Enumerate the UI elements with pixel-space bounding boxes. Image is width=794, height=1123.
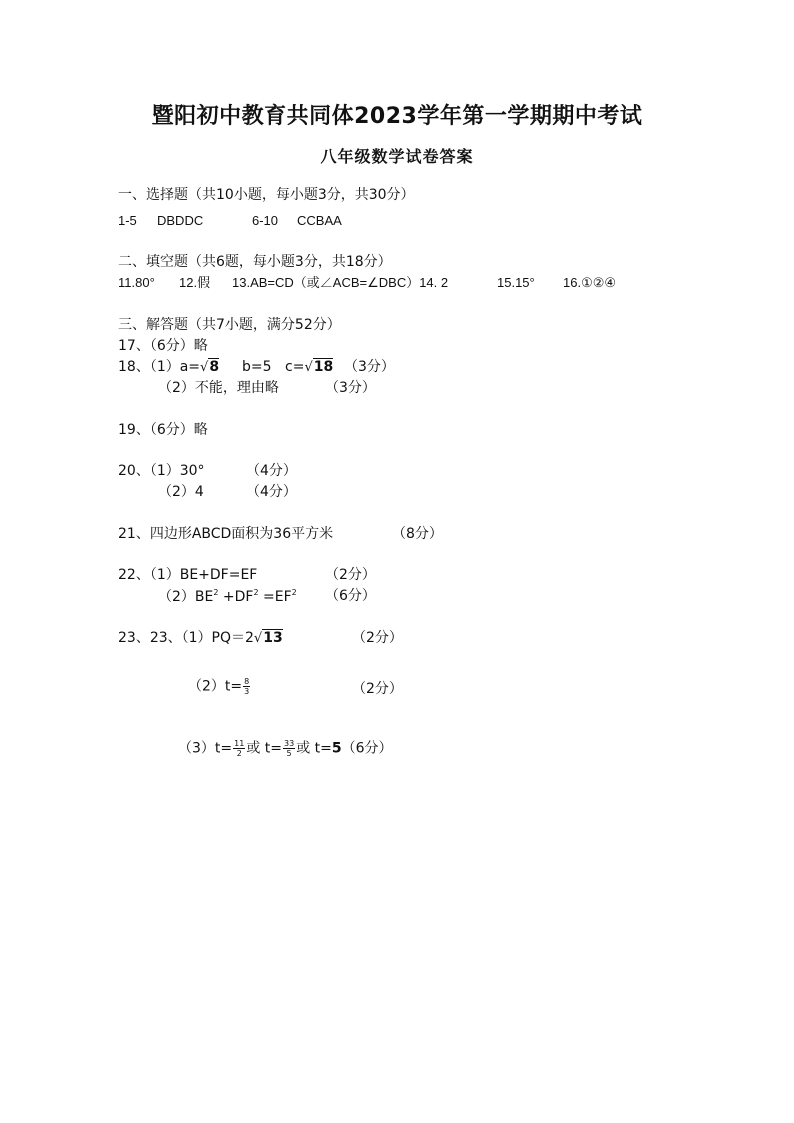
answer-22-2-be: （2）BE: [158, 589, 214, 605]
sqrt-symbol: √: [200, 360, 209, 375]
answer-18-2: （2）不能，理由略: [158, 380, 279, 396]
fraction: [243, 677, 250, 696]
answer-18-c-label: c=: [285, 359, 305, 375]
answer-23-2-label: （2）t=: [188, 678, 243, 695]
answer-23-score-2: （2分）: [352, 681, 403, 697]
fraction-numerator: 33: [284, 739, 295, 748]
answer-20-1: 20、（1）30°: [118, 463, 205, 479]
section-heading-choice: 一、选择题（共10小题，每小题3分，共30分）: [118, 187, 415, 203]
answer-21-score: （8分）: [392, 526, 443, 542]
fill-answer-13-14: 13.AB=CD（或∠ACB=∠DBC）14. 2: [232, 275, 449, 290]
answer-23-1-radicand: 13: [263, 630, 283, 646]
answer-23-3-or: 或 t=: [296, 740, 332, 757]
answer-23-2: [188, 677, 251, 696]
answer-23-1: [118, 630, 283, 647]
answer-18-c: [285, 359, 333, 376]
answer-23-3-score: （6分）: [341, 740, 393, 757]
fraction-numerator: 8: [244, 677, 250, 686]
fill-answer-12: 12.假: [179, 275, 211, 290]
answer-22-2-df: +DF: [222, 589, 254, 605]
answer-20-score-2: （4分）: [246, 484, 297, 500]
fraction: [233, 739, 245, 758]
answer-18-1: [118, 359, 219, 376]
answer-23-3-value: 5: [331, 740, 342, 757]
answer-22-2: [158, 588, 297, 605]
fraction: [283, 739, 295, 758]
answer-18-b: b=5: [242, 359, 272, 375]
sqrt-symbol: √: [253, 631, 263, 646]
choice-label-1-5: 1-5: [118, 213, 137, 228]
fill-answer-16: 16.①②④: [563, 275, 617, 290]
answer-18-a-radicand: 8: [209, 359, 220, 375]
fraction-denominator: 2: [236, 749, 242, 758]
page-title: 暨阳初中教育共同体2023学年第一学期期中考试: [151, 104, 643, 129]
superscript: 2: [213, 588, 219, 597]
answer-18-c-radicand: 18: [313, 359, 334, 375]
answer-22-score-1: （2分）: [325, 567, 376, 583]
answer-23-3-or: 或 t=: [246, 740, 282, 757]
answer-18-score-2: （3分）: [325, 380, 376, 396]
fraction-numerator: 11: [234, 739, 245, 748]
fill-answer-15: 15.15°: [497, 275, 535, 290]
answer-23-score-1: （2分）: [352, 630, 403, 646]
answer-23-3-label: （3）t=: [178, 740, 233, 757]
choice-answers-6-10: CCBAA: [297, 213, 342, 228]
answer-20-score-1: （4分）: [246, 463, 297, 479]
answer-21: 21、四边形ABCD面积为36平方米: [118, 526, 334, 542]
answer-22-2-ef: =EF: [263, 589, 292, 605]
choice-label-6-10: 6-10: [252, 213, 279, 228]
answer-18-score-1: （3分）: [344, 359, 395, 375]
answer-22-1: 22、（1）BE+DF=EF: [118, 567, 258, 583]
choice-answers-1-5: DBDDC: [157, 213, 204, 228]
superscript: 2: [291, 588, 297, 597]
fraction-denominator: 3: [244, 687, 250, 696]
sqrt-symbol: √: [304, 360, 313, 375]
answer-17: 17、（6分）略: [118, 338, 208, 354]
section-heading-solve: 三、解答题（共7小题，满分52分）: [118, 317, 341, 333]
fraction-denominator: 5: [286, 749, 292, 758]
superscript: 2: [253, 588, 259, 597]
page-subtitle: 八年级数学试卷答案: [320, 147, 474, 166]
fill-answer-11: 11.80°: [118, 275, 155, 290]
answer-23-1-label: 23、23、（1）PQ＝2: [118, 630, 254, 646]
answer-18-1-label: 18、（1）a=: [118, 359, 201, 375]
answer-23-3: [178, 739, 393, 758]
answer-22-score-2: （6分）: [325, 588, 376, 604]
answer-20-2: （2）4: [158, 484, 204, 500]
answer-19: 19、（6分）略: [118, 422, 208, 438]
section-heading-fill: 二、填空题（共6题，每小题3分，共18分）: [118, 254, 392, 270]
